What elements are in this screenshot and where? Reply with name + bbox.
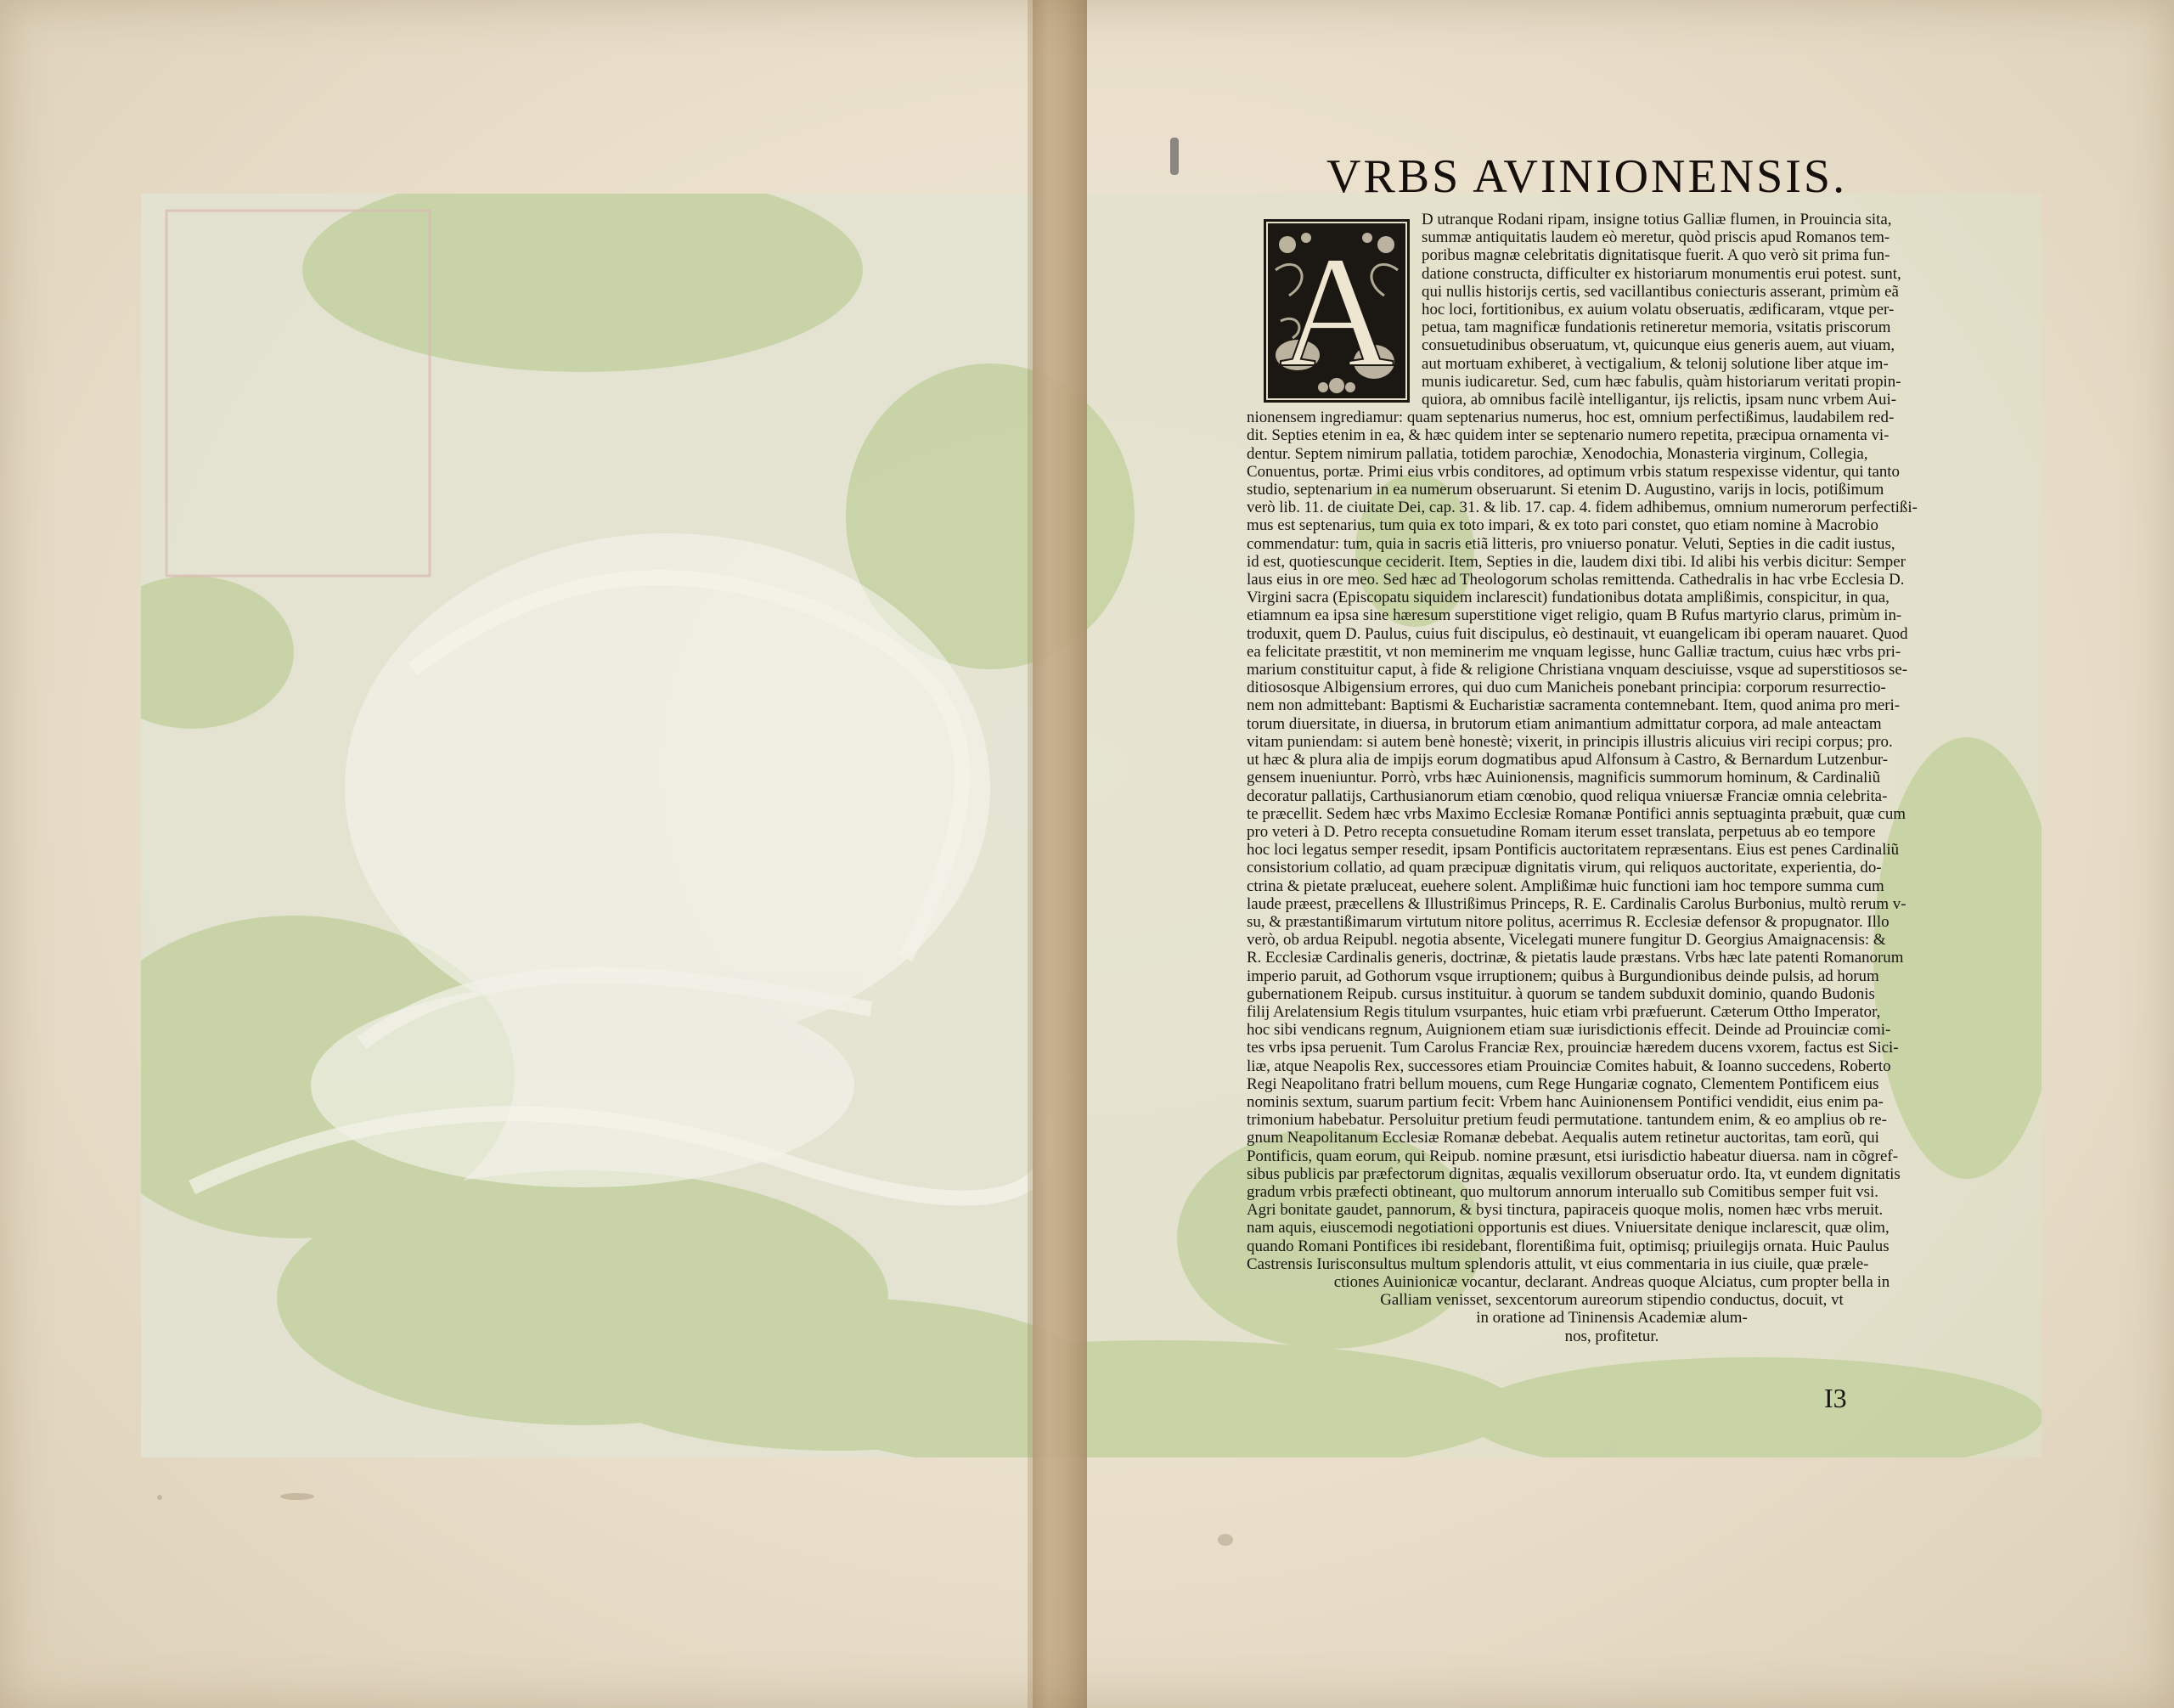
foxing-spot	[157, 1495, 162, 1500]
text-line: liæ, atque Neapolis Rex, successores etiam Prouinciæ Comites habuit, & Ioanno succedens, Roberto	[1247, 1057, 1891, 1075]
foxing-spot	[1170, 138, 1179, 175]
text-line: Regi Neapolitano fratri bellum mouens, cum Rege Hungariæ cognato, Clementem Pontificem eius	[1247, 1074, 1879, 1093]
page-number: I3	[1824, 1383, 1847, 1413]
text-line: mus est septenarius, tum quia ex toto impari, & ex toto pari constet, quo etiam nomine à Macrobio	[1247, 516, 1878, 535]
text-line: laude præest, præcellens & Illustrißimus Princeps, R. E. Cardinalis Carolus Burbonius, multò rerum v-	[1247, 894, 1906, 913]
text-line: imperio paruit, ad Gothorum vsque irruptionem; quibus à Burgundionibus deinde pulsis, ad horum	[1247, 967, 1879, 985]
text-line: Castrensis Iurisconsultus multum splendoris attulit, vt eius commentaria in ius ciuile, quæ præle-	[1247, 1254, 1869, 1273]
text-line: qui nullis historijs certis, sed vacillantibus coniecturis asserant, primùm eã	[1422, 282, 1899, 301]
text-line: id est, quotiescunque ceciderit. Item, Septies in die, laudem dixi tibi. Id alibi his verbis dicitur: Semper	[1247, 552, 1906, 571]
text-line: torum diuersitate, in diuersa, in brutorum etiam animantium admittatur corpora, ad male anteactam	[1247, 714, 1882, 733]
text-line: su, & præstantißimarum virtutum nitore politus, acerrimus R. Ecclesiæ defensor & propugnator. Illo	[1247, 912, 1890, 931]
text-line: ditiososque Albigensium errores, qui duo cum Manicheis ponebant principia: corporum resurrectio-	[1247, 679, 1886, 697]
text-line: poribus magnæ celebritatis dignitatisque fuerit. A quo verò sit prima fun-	[1422, 246, 1890, 265]
text-line: marium constituitur caput, à fide & religione Christiana vnquam desciuisse, vsque ad superstitiosos se-	[1247, 661, 1908, 679]
text-line: in oratione ad Tininensis Academiæ alum-	[1476, 1309, 1748, 1328]
text-line: hoc loci legatus semper resedit, ipsam Pontificis auctoritatem repræsentans. Eius est penes Cardinaliũ	[1247, 841, 1900, 860]
text-line: Virgini sacra (Episcopatu siquidem inclarescit) fundationibus dotata amplißimis, conspicitur, in qua,	[1247, 589, 1890, 607]
text-line: nam aquis, eiuscemodi negotiationi opportunis est diues. Vniuersitate denique inclarescit, quæ olim,	[1247, 1219, 1890, 1237]
body-text	[1247, 211, 1977, 1345]
foxing-spot	[1218, 1534, 1233, 1546]
text-line: commendatur: tum, quia in sacris etiã litteris, pro vniuerso ponatur. Veluti, Septies in die cadit iustus,	[1247, 534, 1895, 553]
text-line: nos, profitetur.	[1564, 1327, 1659, 1345]
text-line: gradum vrbis præfecti obtineant, quo multorum annorum interuallo sub Comitibus semper fuit vsi.	[1247, 1182, 1878, 1201]
text-line: troduxit, quem D. Paulus, cuius fuit discipulus, eò destinauit, vt euangelicam ibi operam nauaret. Quod	[1247, 624, 1908, 643]
text-line: summæ antiquitatis laudem eò meretur, quòd priscis apud Romanos tem-	[1422, 228, 1890, 247]
text-line: dentur. Septem nimirum pallatia, totidem parochiæ, Xenodochia, Monasteria virginum, Collegia,	[1247, 444, 1868, 463]
text-line: te præcellit. Sedem hæc vrbs Maximo Ecclesiæ Romanæ Pontifici annis septuaginta præbuit, quæ cum	[1247, 804, 1906, 823]
text-line: aut mortuam exhiberet, à vectigalium, & telonij solutione liber atque im-	[1422, 354, 1889, 373]
text-line: dit. Septies etenim in ea, & hæc quidem inter se septenario numero repetita, præcipua ornamenta vi-	[1247, 426, 1890, 445]
text-line: nem non admittebant: Baptismi & Eucharistiæ sacramenta contemnebant. Item, quod anima pro meri-	[1247, 696, 1901, 715]
text-line: ctiones Auinionicæ vocantur, declarant. Andreas quoque Alciatus, cum propter bella in	[1333, 1272, 1890, 1291]
foxing-spot	[280, 1493, 314, 1500]
text-line: sibus publicis par præfectorum dignitas, æqualis vexillorum obseruatur ordo. Ita, vt eundem dignitatis	[1247, 1164, 1901, 1183]
text-line: tes vrbs ipsa peruenit. Tum Carolus Franciæ Rex, prouinciæ hæredem ducens vxorem, factus est Sici-	[1247, 1039, 1899, 1057]
text-line: nionensem ingrediamur: quam septenarius numerus, hoc est, omnium perfectißimus, laudabilem red-	[1247, 409, 1895, 427]
text-line: R. Ecclesiæ Cardinalis generis, doctrinæ, & pietatis laude præstans. Vrbs hæc late patenti Romanorum	[1247, 949, 1904, 967]
text-line: Galliam venisset, sexcentorum aureorum stipendio conductus, docuit, vt	[1380, 1291, 1844, 1310]
text-line: hoc loci, fortitionibus, ex auium volatu obseruatis, ædificaram, vtque per-	[1422, 301, 1895, 319]
text-line: Agri bonitate gaudet, pannorum, & bysi tinctura, papiraceis quoque molis, nomen hæc vrbs meruit.	[1247, 1201, 1884, 1220]
text-line: nominis sextum, suarum partium fecit: Vrbem hanc Auinionensem Pontifici vendidit, eius enim pa-	[1247, 1092, 1884, 1111]
text-line: ea felicitate præstitit, vt non meminerim me vnquam legisse, hunc Galliæ tractum, cuius hæc vrbs pri-	[1247, 642, 1901, 661]
text-line: D utranque Rodani ripam, insigne totius Galliæ flumen, in Prouincia sita,	[1422, 211, 1892, 228]
text-line: gensem inueniuntur. Porrò, vrbs hæc Auinionensis, magnificis summorum hominum, & Cardinaliũ	[1247, 769, 1881, 787]
text-line: trimonium habebatur. Persoluitur pretium feudi permutatione. tantundem enim, & eo amplius ob re-	[1247, 1111, 1887, 1130]
text-line: laus eius in ore meo. Sed hæc ad Theologorum scholas remittenda. Cathedralis in hac vrbe Ecclesia D.	[1247, 571, 1905, 589]
page-title: VRBS AVINIONENSIS.	[1326, 150, 1848, 203]
text-line: quiora, ab omnibus facilè intelligantur, ijs relictis, ipsam nunc vrbem Aui-	[1422, 391, 1897, 409]
text-line: pro veteri à D. Petro recepta consuetudine Romam iterum esset translata, perpetuus ab eo tempore	[1247, 822, 1876, 841]
text-line: ctrina & pietate præluceat, euehere solent. Amplißimæ huic functioni iam hoc tempore summa cum	[1247, 877, 1884, 895]
text-line: consuetudinibus obseruatum, vt, quicunque eius generis auem, aut viuam,	[1422, 336, 1895, 355]
text-line: Pontificis, quam eorum, qui Reipub. nomine præsunt, etsi iurisdictio habeatur diuersa. nam in cõgref-	[1247, 1147, 1899, 1165]
initial-letter-glyph: A	[1279, 223, 1394, 400]
text-line: decoratur pallatijs, Carthusianorum etiam cœnobio, quod reliqua vniuersæ Franciæ omnia celebrita-	[1247, 786, 1888, 805]
text-line: studio, septenarium in ea numerum obseruarunt. Si etenim D. Augustino, varijs in locis, potißimum	[1247, 481, 1884, 499]
text-line: datione constructa, difficulter ex historiarum monumentis erui potest. sunt,	[1422, 264, 1901, 283]
text-line: gubernationem Reipub. cursus instituitur. à quorum se tandem subduxit dominio, quando Budonis	[1247, 984, 1875, 1003]
text-line: ut hæc & plura alia de impijs eorum dogmatibus apud Alfonsum à Castro, & Bernardum Lutzenbur-	[1247, 751, 1889, 769]
text-line: quando Romani Pontifices ibi residebant, florentißima fuit, optimisq; priuilegijs ornata. Huic Paulus	[1247, 1237, 1890, 1255]
text-line: gnum Neapolitanum Ecclesiæ Romanæ debebat. Aequalis autem retinetur auctoritas, tam eorũ, qui	[1247, 1129, 1879, 1147]
text-line: vitam puniendam: si autem benè honestè; vixerit, in principis illustris alicuius viri recipi corpus; pro.	[1247, 732, 1893, 751]
text-column	[1247, 143, 1977, 1391]
text-line: filij Arelatensium Regis titulum vsurpantes, huic etiam vrbi præfuerunt. Cæterum Ottho Imperator,	[1247, 1002, 1881, 1021]
text-line: Conuentus, portæ. Primi eius vrbis conditores, ad optimum vrbis statum respexisse videntur, qui tanto	[1247, 462, 1900, 481]
text-line: verò lib. 11. de ciuitate Dei, cap. 31. & lib. 17. cap. 4. fidem adhibemus, omnium numerorum perfectißi-	[1247, 499, 1918, 517]
text-line: etiamnum ea ipsa sine hæresum superstitione viget religio, quam B Rufus martyrio clarus, primùm in-	[1247, 606, 1902, 625]
text-line: petua, tam magnificæ fundationis retineretur memoria, vsitatis priscorum	[1422, 318, 1891, 337]
text-line: munis iudicaretur. Sed, cum hæc fabulis, quàm historiarum veritati propin-	[1422, 372, 1901, 391]
text-line: consistorium collatio, ad quam præcipuæ dignitatis virum, qui reliquos auctoritate, experientia, do-	[1247, 859, 1882, 877]
text-line: verò, ob ardua Reipubl. negotia absente, Vicelegati munere fungitur D. Georgius Amaignacensis: &	[1247, 931, 1886, 950]
center-fold-strip	[1033, 0, 1087, 1708]
text-line: hoc sibi vendicans regnum, Auignionem etiam suæ iurisdictionis effecit. Deinde ad Prouinciæ comi-	[1247, 1021, 1891, 1040]
